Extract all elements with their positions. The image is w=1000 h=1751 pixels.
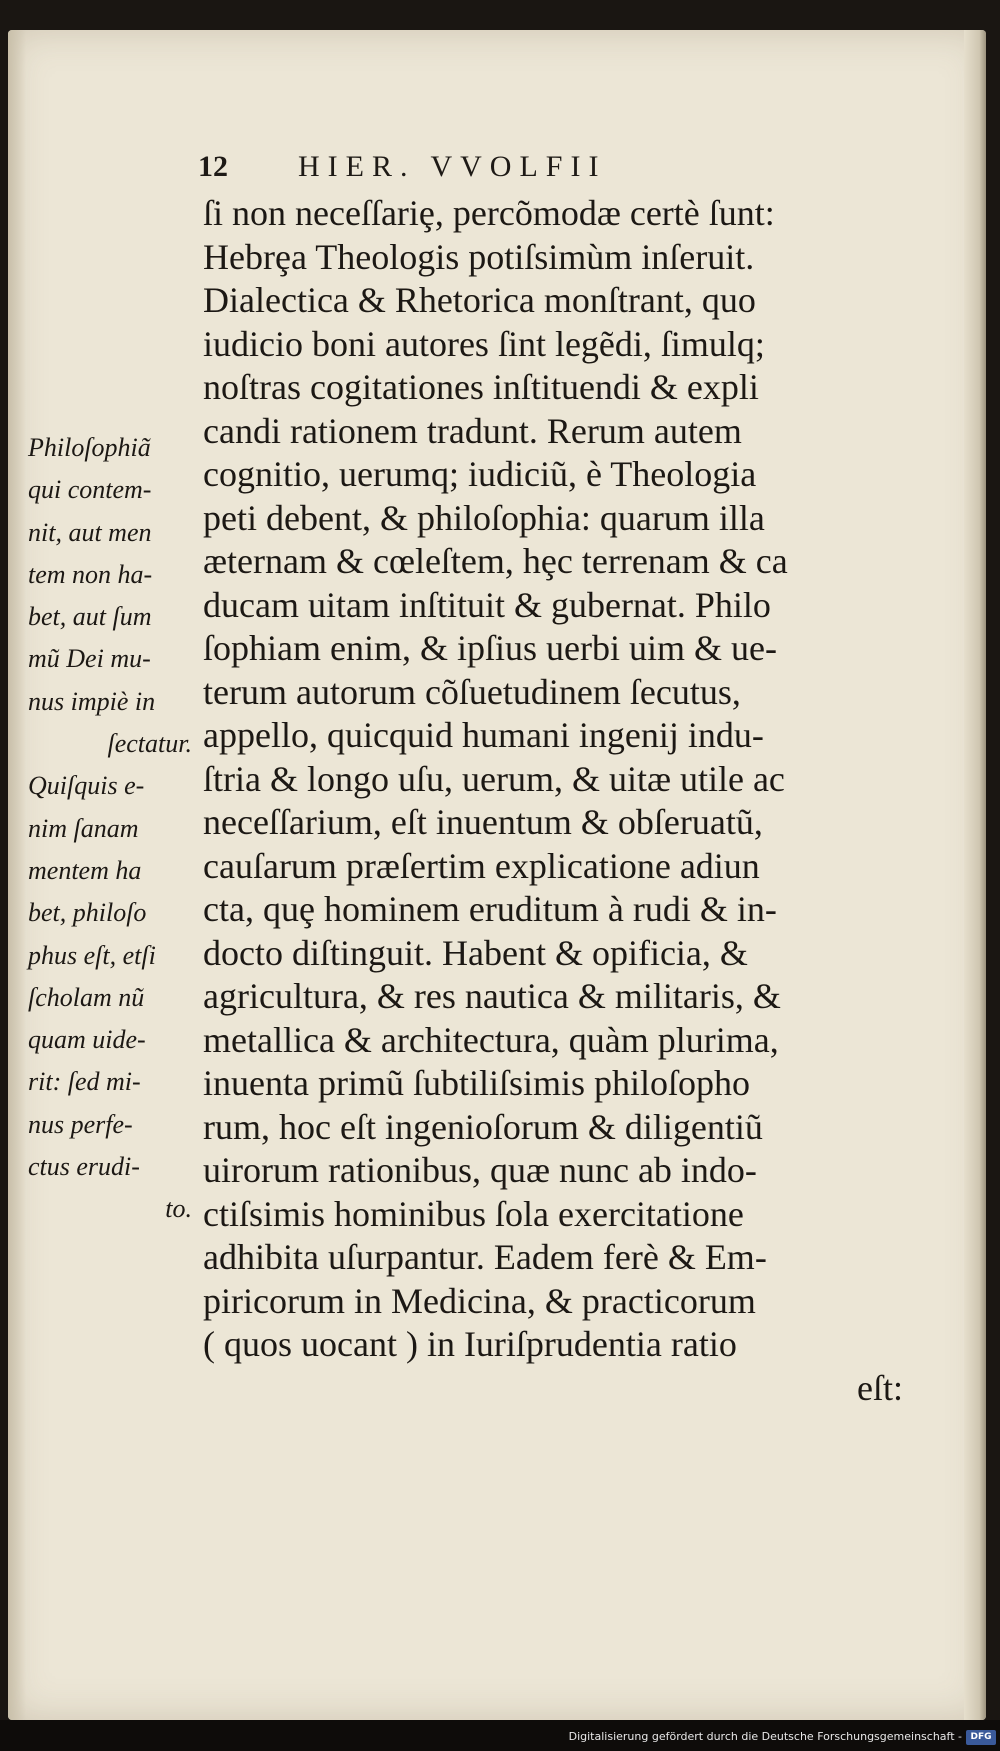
note-line: nus perfe- — [28, 1109, 133, 1139]
note-line: to. — [165, 1194, 192, 1224]
gutter-shadow — [8, 30, 26, 1720]
note-line: Quiſquis e- — [28, 771, 145, 801]
text-line: ſophiam enim, & ipſius uerbi uim & ue- — [203, 628, 777, 668]
text-line: cta, quȩ hominem eruditum à rudi & in- — [203, 889, 777, 929]
text-line: adhibita uſurpantur. Eadem ferè & Em- — [203, 1237, 767, 1277]
main-text-block — [203, 192, 903, 1410]
text-line: ctiſsimis hominibus ſola exercitatione — [203, 1193, 744, 1234]
note-line: ſectatur. — [107, 729, 192, 759]
text-line: metallica & architectura, quàm plurima, — [203, 1019, 779, 1060]
text-line: iudicio boni autores ſint legẽdi, ſimulq; — [203, 323, 765, 364]
note-line: ſcholam nũ — [28, 982, 145, 1012]
text-line: cauſarum præſertim explicatione adiun — [203, 845, 760, 886]
note-line: quam uide- — [28, 1025, 146, 1055]
note-line: nim ſanam — [28, 813, 139, 843]
note-line: ctus erudi- — [28, 1152, 140, 1182]
footer-bar — [0, 1720, 1000, 1751]
text-line: cognitio, uerumq; iudiciũ, è Theologia — [203, 454, 757, 494]
text-line: inuenta primũ ſubtiliſsimis philoſopho — [203, 1063, 750, 1103]
text-line: appello, quicquid humani ingenij indu- — [203, 715, 764, 755]
note-line: bet, aut ſum — [28, 602, 152, 632]
note-line: tem non ha- — [28, 559, 153, 589]
note-line: mũ Dei mu- — [28, 644, 151, 674]
page-edge — [964, 30, 986, 1720]
running-head-title: HIER. VVOLFII — [298, 150, 607, 183]
text-line: rum, hoc eſt ingenioſorum & diligentiũ — [203, 1106, 763, 1147]
dfg-logo: DFG — [966, 1730, 996, 1745]
note-line: phus eſt, etſi — [28, 940, 156, 970]
text-line: Dialectica & Rhetorica monſtrant, quo — [203, 280, 756, 320]
text-line: Hebrȩa Theologis potiſsimùm inſeruit. — [203, 236, 755, 277]
note-line: bet, philoſo — [28, 898, 147, 928]
text-line: ſtria & longo uſu, uerum, & uitæ utile ac — [203, 758, 785, 799]
note-line: rit: ſed mi- — [28, 1067, 141, 1097]
note-line: nit, aut men — [28, 517, 152, 547]
text-line: noſtras cogitationes inſtituendi & expli — [203, 367, 759, 407]
text-line: agricultura, & res nautica & militaris, & — [203, 976, 781, 1016]
catchword: eſt: — [857, 1367, 903, 1408]
text-line: neceſſarium, eſt inuentum & obſeruatũ, — [203, 802, 763, 842]
text-line: terum autorum cõſuetudinem ſecutus, — [203, 671, 741, 712]
note-line: mentem ha — [28, 855, 142, 885]
text-line: docto diſtinguit. Habent & opificia, & — [203, 932, 748, 973]
text-line: uirorum rationibus, quæ nunc ab indo- — [203, 1150, 757, 1190]
text-line: ſi non neceſſariȩ, percõmodæ certè ſunt: — [203, 193, 775, 233]
text-line: ducam uitam inſtituit & gubernat. Philo — [203, 584, 771, 625]
note-line: qui contem- — [28, 475, 152, 505]
note-line: nus impiè in — [28, 686, 156, 716]
text-line: ( quos uocant ) in Iuriſprudentia ratio — [203, 1324, 737, 1364]
text-line: piricorum in Medicina, & practicorum — [203, 1280, 756, 1321]
text-line: peti debent, & philoſophia: quarum illa — [203, 497, 765, 538]
page-number: 12 — [198, 150, 228, 183]
text-line: æternam & cœleſtem, hȩc terrenam & ca — [203, 541, 788, 581]
text-line: candi rationem tradunt. Rerum autem — [203, 410, 742, 451]
note-line: Philoſophiã — [28, 433, 151, 462]
running-head — [198, 150, 758, 184]
marginal-note — [28, 427, 198, 1231]
digitization-credit: Digitalisierung gefördert durch die Deutsche Forschungsgemeinschaft - — [568, 1730, 962, 1743]
book-page — [8, 30, 986, 1720]
